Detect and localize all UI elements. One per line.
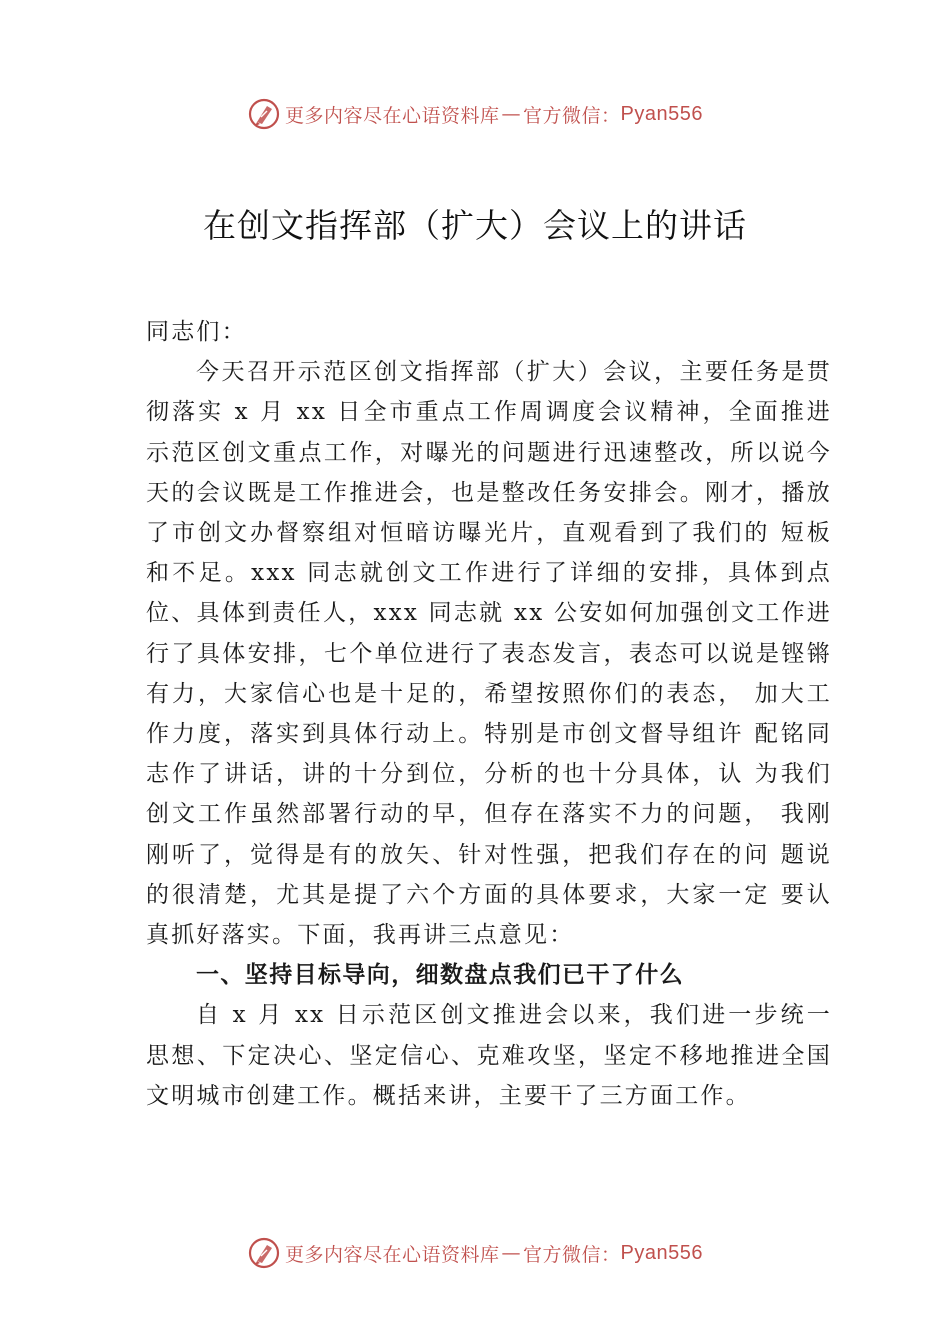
document-body: [146, 312, 832, 1116]
watermark-wechat-id: Pyan556: [620, 102, 703, 125]
watermark-dash: —: [501, 1242, 522, 1264]
section-heading-1: 一、坚持目标导向，细数盘点我们已干了什么: [196, 962, 684, 989]
watermark-contact-label: 官方微信：: [523, 1243, 621, 1266]
watermark-prefix: 更多内容尽在心语资料库: [285, 104, 500, 127]
document-title: 在创文指挥部（扩大）会议上的讲话: [203, 206, 747, 245]
watermark-prefix: 更多内容尽在心语资料库: [285, 1243, 500, 1266]
salutation: 同志们：: [146, 319, 247, 345]
pen-nib-icon: [247, 97, 281, 131]
paragraph-intro: 今天召开示范区创文指挥部（扩大）会议，主要任务是贯彻落实 x 月 xx 日全市重点工作周调度会议精神，全面推进示范区创文重点工作，对曝光的问题进行迅速整改，所以说今天的会议既是工作推进会，也是整改任务安排会。刚才，播放了市创文办督察组对恒暗访曝光片，直观看到了我们的 短板和不足。xxx 同志就创文工作进行了详细的安排，具体到点位、具体到责任人，xxx 同志就 xx 公安如何加强创文工作进行了具体安排，七个单位进行了表态发言，表态可以说是铿锵有力，大家信心也是十足的，希望按照你们的表态， 加大工作力度，落实到具体行动上。特别是市创文督导组许 配铭同志作了讲话，讲的十分到位，分析的也十分具体，认 为我们创文工作虽然部署行动的早，但存在落实不力的问题， 我刚刚听了，觉得是有的放矢、针对性强，把我们存在的问 题说的很清楚，尤其是提了六个方面的具体要求，大家一定 要认真抓好落实。下面，我再讲三点意见：: [146, 359, 832, 949]
watermark-dash: —: [501, 103, 522, 125]
paragraph-section-1: 自 x 月 xx 日示范区创文推进会以来，我们进一步统一思想、下定决心、坚定信心、克难攻坚，坚定不移地推进全国文明城市创建工作。概括来讲，主要干了三方面工作。: [146, 1002, 832, 1109]
pen-nib-icon: [247, 1236, 281, 1270]
watermark-header: [0, 94, 950, 134]
watermark-wechat-id: Pyan556: [620, 1241, 703, 1264]
watermark-contact-label: 官方微信：: [523, 104, 621, 127]
watermark-footer: [0, 1233, 950, 1273]
